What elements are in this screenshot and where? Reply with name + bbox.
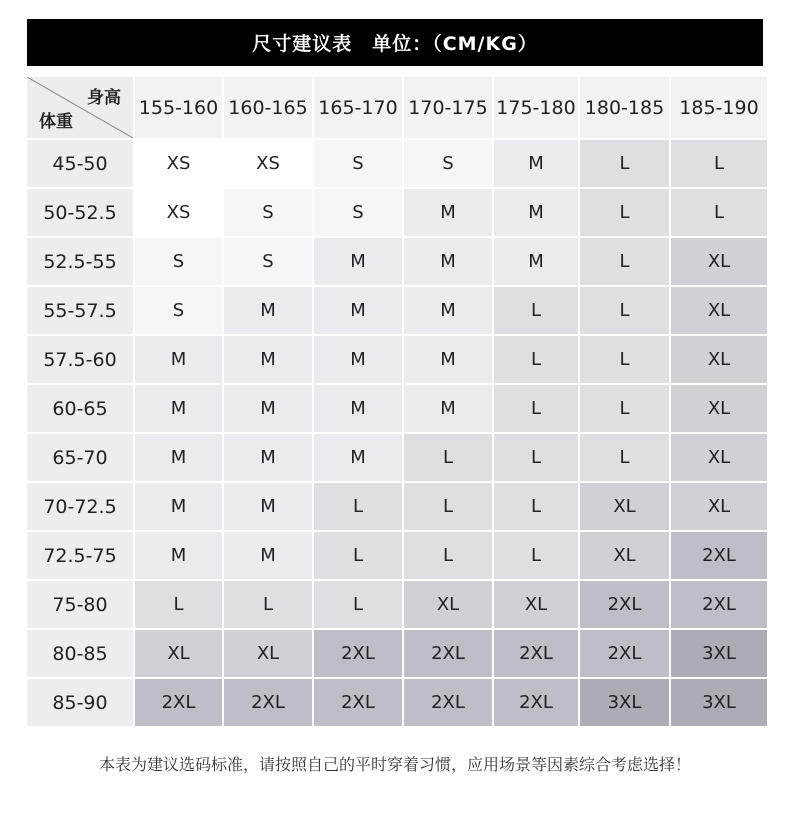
weight-row-header: 65-70 bbox=[27, 434, 133, 481]
size-cell: XL bbox=[671, 287, 767, 334]
size-cell: 2XL bbox=[135, 679, 222, 726]
size-cell: 2XL bbox=[404, 679, 492, 726]
size-cell: M bbox=[135, 532, 222, 579]
size-cell: L bbox=[494, 532, 578, 579]
height-column-header: 165-170 bbox=[314, 77, 402, 138]
size-cell: M bbox=[314, 434, 402, 481]
size-cell: M bbox=[494, 189, 578, 236]
weight-row-header: 45-50 bbox=[27, 140, 133, 187]
size-cell: 2XL bbox=[494, 679, 578, 726]
height-column-header: 155-160 bbox=[135, 77, 222, 138]
size-cell: M bbox=[135, 434, 222, 481]
size-cell: 3XL bbox=[580, 679, 669, 726]
size-cell: 2XL bbox=[404, 630, 492, 677]
weight-row-header: 85-90 bbox=[27, 679, 133, 726]
size-cell: L bbox=[580, 189, 669, 236]
size-cell: XL bbox=[135, 630, 222, 677]
size-cell: 2XL bbox=[224, 679, 312, 726]
size-cell: M bbox=[404, 336, 492, 383]
size-cell: L bbox=[580, 336, 669, 383]
weight-row-header: 80-85 bbox=[27, 630, 133, 677]
size-cell: L bbox=[580, 140, 669, 187]
size-cell: M bbox=[224, 532, 312, 579]
weight-row-header: 50-52.5 bbox=[27, 189, 133, 236]
size-cell: L bbox=[671, 140, 767, 187]
size-cell: M bbox=[314, 336, 402, 383]
size-cell: L bbox=[494, 434, 578, 481]
size-cell: XS bbox=[135, 189, 222, 236]
size-cell: M bbox=[404, 385, 492, 432]
size-cell: S bbox=[314, 140, 402, 187]
size-cell: L bbox=[224, 581, 312, 628]
weight-row-header: 57.5-60 bbox=[27, 336, 133, 383]
size-cell: 2XL bbox=[314, 679, 402, 726]
size-cell: XL bbox=[224, 630, 312, 677]
size-cell: XL bbox=[671, 238, 767, 285]
size-cell: XL bbox=[671, 336, 767, 383]
size-cell: S bbox=[404, 140, 492, 187]
weight-row-header: 55-57.5 bbox=[27, 287, 133, 334]
size-cell: S bbox=[314, 189, 402, 236]
size-cell: XL bbox=[494, 581, 578, 628]
size-cell: M bbox=[224, 287, 312, 334]
table-title: 尺寸建议表 bbox=[252, 33, 353, 55]
size-cell: XL bbox=[580, 483, 669, 530]
weight-row-header: 72.5-75 bbox=[27, 532, 133, 579]
size-cell: L bbox=[404, 434, 492, 481]
size-cell: 2XL bbox=[580, 630, 669, 677]
size-cell: 2XL bbox=[671, 532, 767, 579]
size-cell: XL bbox=[404, 581, 492, 628]
height-column-header: 170-175 bbox=[404, 77, 492, 138]
size-cell: L bbox=[314, 581, 402, 628]
size-cell: M bbox=[224, 385, 312, 432]
size-cell: XS bbox=[224, 140, 312, 187]
size-cell: XL bbox=[671, 483, 767, 530]
weight-row-header: 60-65 bbox=[27, 385, 133, 432]
height-column-header: 160-165 bbox=[224, 77, 312, 138]
size-cell: L bbox=[314, 483, 402, 530]
corner-header bbox=[27, 77, 133, 138]
size-chart-table bbox=[27, 77, 763, 726]
size-cell: M bbox=[404, 189, 492, 236]
size-cell: M bbox=[135, 385, 222, 432]
unit-label: 单位：（CM/KG） bbox=[372, 33, 538, 55]
table-title-banner bbox=[27, 19, 763, 66]
size-cell: M bbox=[314, 238, 402, 285]
weight-axis-label: 体重 bbox=[39, 112, 73, 132]
size-cell: L bbox=[580, 385, 669, 432]
size-cell: 2XL bbox=[671, 581, 767, 628]
size-cell: S bbox=[135, 238, 222, 285]
size-cell: 2XL bbox=[494, 630, 578, 677]
size-cell: L bbox=[671, 189, 767, 236]
size-cell: L bbox=[135, 581, 222, 628]
weight-row-header: 52.5-55 bbox=[27, 238, 133, 285]
size-cell: M bbox=[404, 238, 492, 285]
size-cell: M bbox=[135, 483, 222, 530]
size-cell: XL bbox=[671, 434, 767, 481]
size-cell: S bbox=[224, 189, 312, 236]
size-cell: XL bbox=[580, 532, 669, 579]
size-cell: M bbox=[224, 483, 312, 530]
height-column-header: 180-185 bbox=[580, 77, 669, 138]
size-cell: M bbox=[224, 336, 312, 383]
size-cell: L bbox=[494, 287, 578, 334]
size-cell: M bbox=[224, 434, 312, 481]
weight-row-header: 70-72.5 bbox=[27, 483, 133, 530]
size-cell: M bbox=[494, 140, 578, 187]
size-cell: L bbox=[580, 238, 669, 285]
size-cell: 2XL bbox=[580, 581, 669, 628]
size-cell: L bbox=[314, 532, 402, 579]
size-cell: XS bbox=[135, 140, 222, 187]
size-cell: L bbox=[404, 532, 492, 579]
size-cell: L bbox=[580, 287, 669, 334]
size-cell: 3XL bbox=[671, 630, 767, 677]
weight-row-header: 75-80 bbox=[27, 581, 133, 628]
size-cell: 3XL bbox=[671, 679, 767, 726]
size-cell: M bbox=[314, 287, 402, 334]
footnote: 本表为建议选码标准，请按照自己的平时穿着习惯，应用场景等因素综合考虑选择！ bbox=[98, 755, 691, 774]
size-cell: L bbox=[404, 483, 492, 530]
size-cell: S bbox=[135, 287, 222, 334]
size-cell: M bbox=[494, 238, 578, 285]
size-cell: L bbox=[580, 434, 669, 481]
height-column-header: 175-180 bbox=[494, 77, 578, 138]
size-cell: 2XL bbox=[314, 630, 402, 677]
height-axis-label: 身高 bbox=[87, 88, 121, 108]
size-cell: L bbox=[494, 483, 578, 530]
size-cell: M bbox=[314, 385, 402, 432]
size-cell: L bbox=[494, 385, 578, 432]
size-cell: M bbox=[135, 336, 222, 383]
size-cell: S bbox=[224, 238, 312, 285]
height-column-header: 185-190 bbox=[671, 77, 767, 138]
size-cell: M bbox=[404, 287, 492, 334]
size-cell: XL bbox=[671, 385, 767, 432]
size-cell: L bbox=[494, 336, 578, 383]
